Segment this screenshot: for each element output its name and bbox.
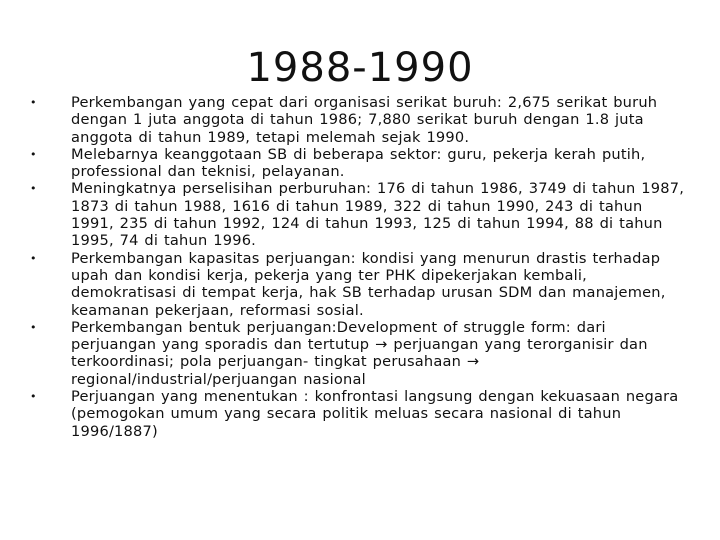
bullet-icon: • (30, 147, 37, 161)
bullet-text: Melebarnya keanggotaan SB di beberapa sektor: guru, pekerja kerah putih, professional dan teknisi, pelayanan. (71, 145, 646, 181)
bullet-icon: • (30, 182, 37, 196)
bullet-text: Meningkatnya perselisihan perburuhan: 176 di tahun 1986, 3749 di tahun 1987, 1873 di tahun 1988, 1616 di tahun 1989, 322 di tahun 1990, 243 di tahun 1991, 235 di tahun 1992, 124 di tahun 1993, 125 di tahun 1994, 88 di tahun 1995, 74 di tahun 1996. (71, 180, 685, 250)
bullet-text: Perkembangan yang cepat dari organisasi serikat buruh: 2,675 serikat buruh dengan 1 juta anggota di tahun 1986; 7,880 serikat buruh dengan 1.8 juta anggota di tahun 1989, tetapi melemah sejak 1990. (71, 94, 658, 146)
slide-title: 1988-1990 (246, 45, 474, 91)
bullet-icon: • (30, 320, 37, 334)
bullet-text: Perkembangan kapasitas perjuangan: kondisi yang menurun drastis terhadap upah dan kondisi kerja, pekerja yang ter PHK dipekerjakan kembali, demokratisasi di tempat kerja, hak SB terhadap urusan SDM dan manajemen, keamanan pekerjaan, reformasi sosial. (71, 249, 666, 319)
bullet-list (28, 94, 688, 440)
bullet-item-5 (28, 319, 688, 388)
bullet-item-1 (28, 94, 688, 146)
bullet-text: Perkembangan bentuk perjuangan:Development of struggle form: dari perjuangan yang sporadis dan tertutup → perjuangan yang terorganisir dan terkoordinasi; pola perjuangan- tingkat perusahaan → regional/industrial/perjuangan nasional (71, 318, 648, 388)
bullet-icon: • (30, 96, 37, 109)
bullet-icon: • (30, 390, 37, 404)
bullet-item-6 (28, 388, 688, 440)
bullet-item-2 (28, 146, 688, 181)
bullet-item-4 (28, 250, 688, 319)
bullet-text: Perjuangan yang menentukan : konfrontasi langsung dengan kekuasaan negara (pemogokan umum yang secara politik meluas secara nasional di tahun 1996/1887) (71, 388, 679, 440)
bullet-item-3 (28, 180, 688, 249)
bullet-icon: • (30, 251, 37, 265)
